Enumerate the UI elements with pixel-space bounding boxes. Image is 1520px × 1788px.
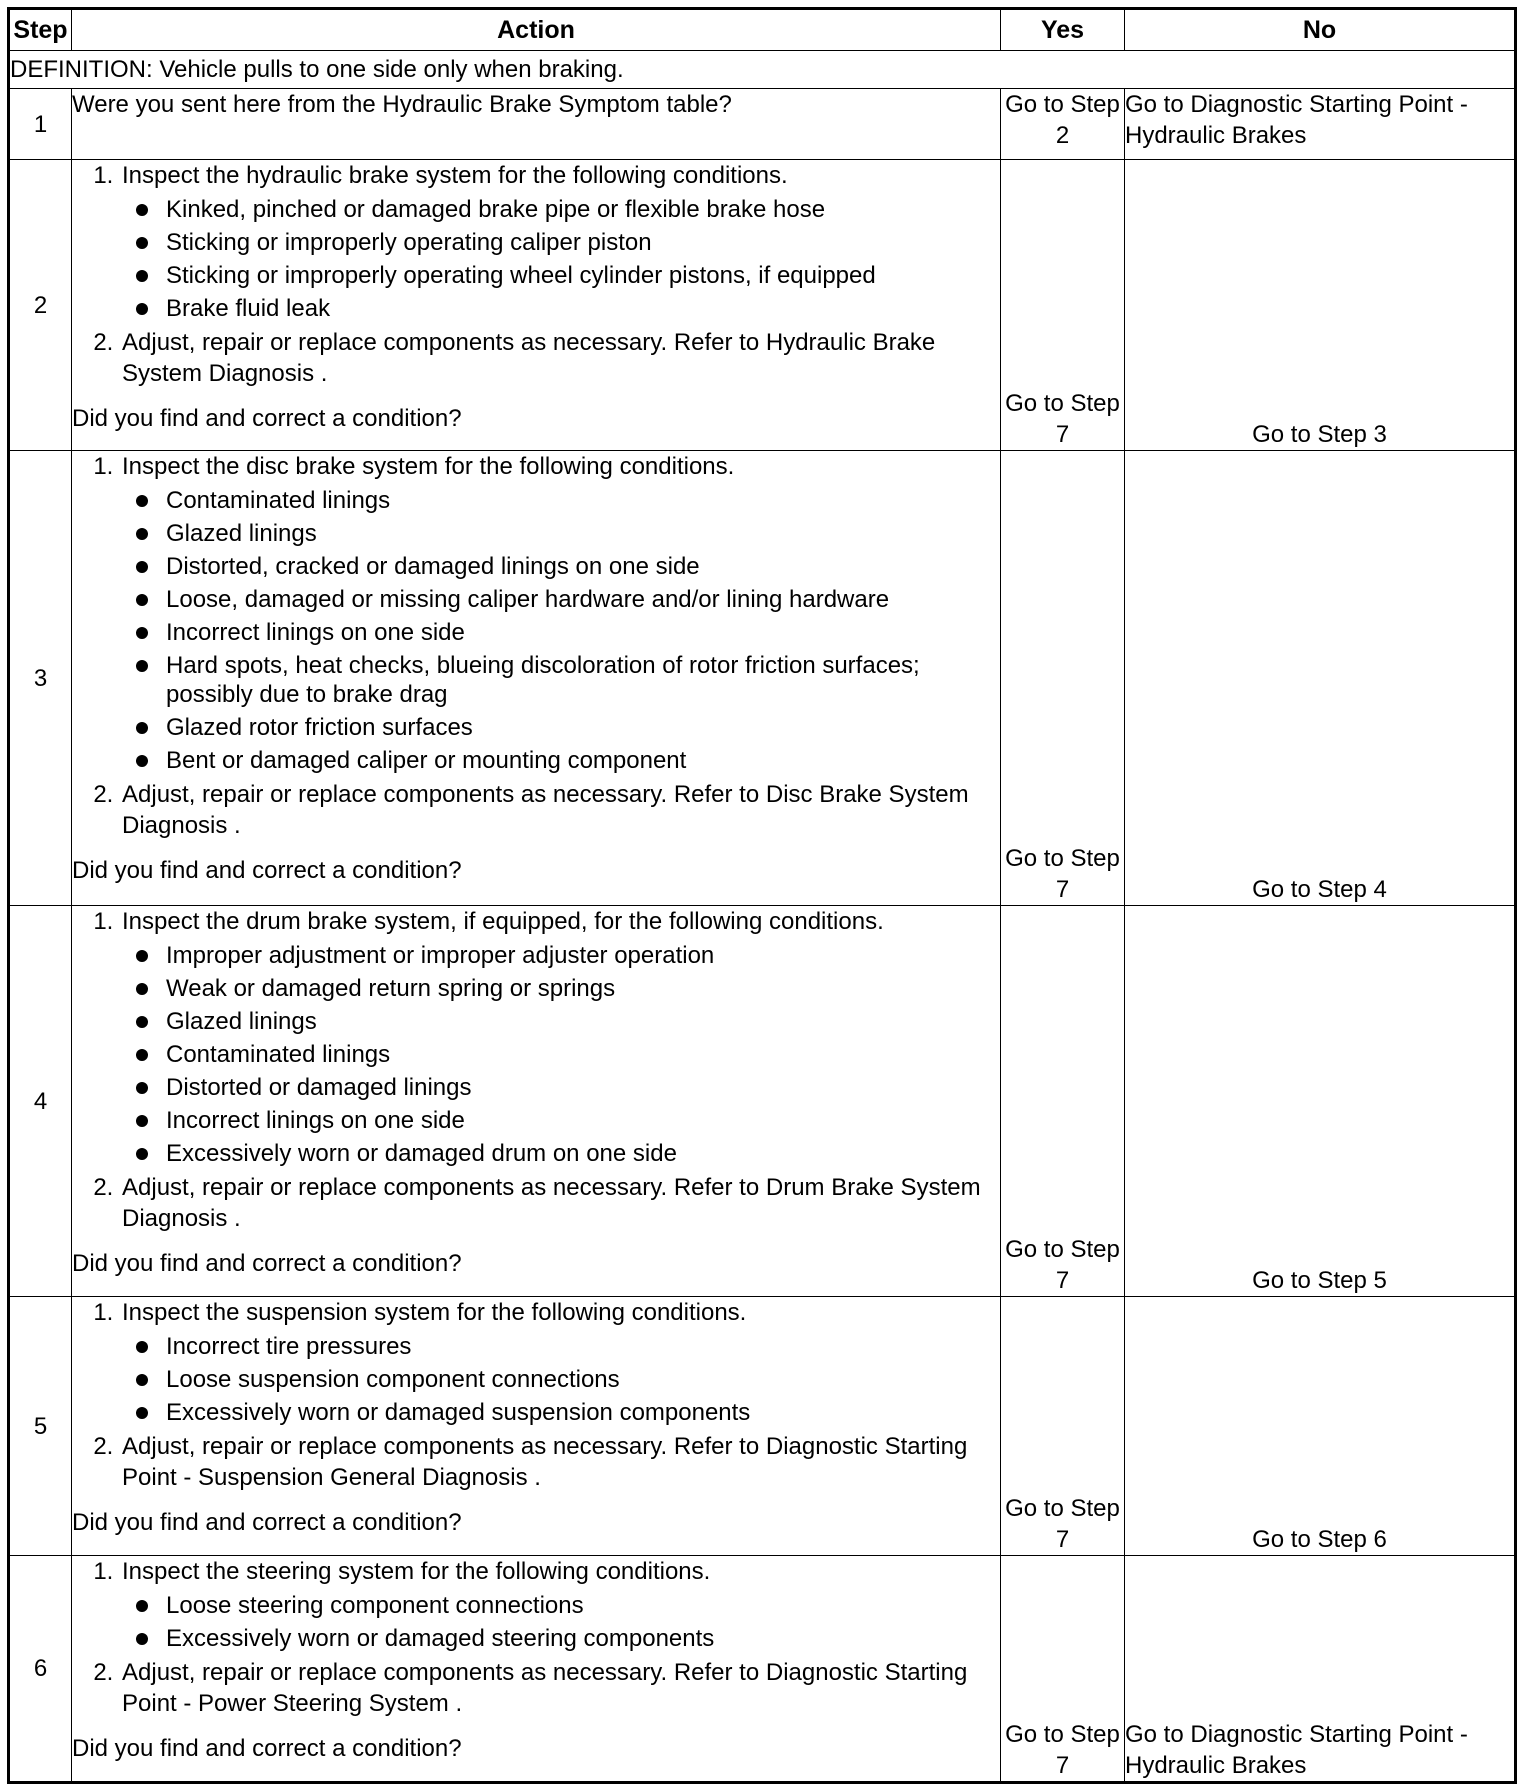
step-number: 6 [9, 1556, 72, 1783]
condition-item: Kinked, pinched or damaged brake pipe or flexible brake hose [166, 193, 1000, 226]
procedure-item [120, 1556, 1000, 1655]
table-row [9, 89, 1516, 160]
no-result: Go to Step 6 [1125, 1297, 1516, 1556]
bullet-icon [136, 755, 148, 767]
condition-item: Excessively worn or damaged steering components [166, 1622, 1000, 1655]
question-text: Did you find and correct a condition? [72, 857, 462, 884]
yes-result: Go to Step 7 [1001, 1556, 1125, 1783]
condition-list [122, 193, 1000, 325]
condition-item: Glazed linings [166, 517, 1000, 550]
condition-item: Incorrect tire pressures [166, 1330, 1000, 1363]
procedure-item: 2. Adjust, repair or replace components as necessary. Refer to Disc Brake System Diagnosis . [120, 779, 1000, 841]
bullet-icon [136, 660, 148, 672]
bullet-icon [136, 1016, 148, 1028]
bullet-icon [136, 237, 148, 249]
definition-text: DEFINITION: Vehicle pulls to one side only when braking. [9, 51, 1516, 89]
bullet-icon [136, 627, 148, 639]
procedure-item: 2. Adjust, repair or replace components as necessary. Refer to Diagnostic Starting Point - Suspension General Diagnosis . [120, 1431, 1000, 1493]
procedure-list [72, 451, 1000, 841]
bullet-icon [136, 1049, 148, 1061]
no-result: Go to Diagnostic Starting Point - Hydraulic Brakes [1125, 1556, 1516, 1783]
header-row [9, 9, 1516, 51]
diagnostic-table [7, 7, 1517, 1784]
question-text: Did you find and correct a condition? [72, 405, 462, 432]
bullet-icon [136, 528, 148, 540]
action-cell [72, 160, 1001, 451]
procedure-item [120, 906, 1000, 1170]
question-text: Did you find and correct a condition? [72, 1735, 462, 1762]
procedure-list [72, 160, 1000, 389]
condition-item: Loose, damaged or missing caliper hardware and/or lining hardware [166, 583, 1000, 616]
procedure-text: Inspect the drum brake system, if equipped, for the following conditions. [122, 908, 884, 935]
procedure-list [72, 906, 1000, 1234]
condition-item: Glazed rotor friction surfaces [166, 711, 1000, 744]
condition-item: Hard spots, heat checks, blueing discoloration of rotor friction surfaces; possibly due to brake drag [166, 649, 1000, 711]
procedure-item: 2. Adjust, repair or replace components as necessary. Refer to Diagnostic Starting Point - Power Steering System . [120, 1657, 1000, 1719]
condition-list [122, 484, 1000, 777]
header-action: Action [72, 9, 1001, 51]
condition-item: Excessively worn or damaged suspension components [166, 1396, 1000, 1429]
bullet-icon [136, 1148, 148, 1160]
procedure-text: Inspect the hydraulic brake system for the following conditions. [122, 162, 788, 189]
table-row [9, 160, 1516, 451]
yes-result: Go to Step 7 [1001, 160, 1125, 451]
no-result: Go to Step 5 [1125, 906, 1516, 1297]
bullet-icon [136, 1600, 148, 1612]
step-number: 2 [9, 160, 72, 451]
condition-item: Brake fluid leak [166, 292, 1000, 325]
header-step: Step [9, 9, 72, 51]
condition-item: Improper adjustment or improper adjuster operation [166, 939, 1000, 972]
no-result: Go to Step 4 [1125, 451, 1516, 906]
step-number: 1 [9, 89, 72, 160]
procedure-text: Inspect the disc brake system for the following conditions. [122, 453, 735, 480]
condition-item: Incorrect linings on one side [166, 616, 1000, 649]
bullet-icon [136, 983, 148, 995]
condition-item: Excessively worn or damaged drum on one side [166, 1137, 1000, 1170]
condition-item: Glazed linings [166, 1005, 1000, 1038]
procedure-list [72, 1556, 1000, 1719]
bullet-icon [136, 495, 148, 507]
yes-result: Go to Step 7 [1001, 451, 1125, 906]
no-result: Go to Step 3 [1125, 160, 1516, 451]
condition-list [122, 1330, 1000, 1429]
condition-item: Contaminated linings [166, 1038, 1000, 1071]
procedure-text: Inspect the suspension system for the following conditions. [122, 1299, 747, 1326]
definition-row [9, 51, 1516, 89]
bullet-icon [136, 204, 148, 216]
bullet-icon [136, 594, 148, 606]
no-result: Go to Diagnostic Starting Point - Hydraulic Brakes [1125, 89, 1516, 160]
header-yes: Yes [1001, 9, 1125, 51]
condition-item: Distorted, cracked or damaged linings on one side [166, 550, 1000, 583]
bullet-icon [136, 1082, 148, 1094]
procedure-list [72, 1297, 1000, 1493]
table-row [9, 1556, 1516, 1783]
question-text: Did you find and correct a condition? [72, 1250, 462, 1277]
condition-list [122, 1589, 1000, 1655]
yes-result: Go to Step 7 [1001, 906, 1125, 1297]
question-text: Did you find and correct a condition? [72, 1509, 462, 1536]
yes-result: Go to Step 7 [1001, 1297, 1125, 1556]
bullet-icon [136, 950, 148, 962]
condition-item: Weak or damaged return spring or springs [166, 972, 1000, 1005]
bullet-icon [136, 722, 148, 734]
condition-item: Sticking or improperly operating wheel cylinder pistons, if equipped [166, 259, 1000, 292]
bullet-icon [136, 1633, 148, 1645]
procedure-item: 2. Adjust, repair or replace components as necessary. Refer to Drum Brake System Diagnosis . [120, 1172, 1000, 1234]
bullet-icon [136, 1407, 148, 1419]
condition-item: Loose suspension component connections [166, 1363, 1000, 1396]
yes-result: Go to Step 2 [1001, 89, 1125, 160]
action-text: Were you sent here from the Hydraulic Brake Symptom table? [72, 89, 1001, 160]
condition-item: Loose steering component connections [166, 1589, 1000, 1622]
condition-item: Sticking or improperly operating caliper piston [166, 226, 1000, 259]
condition-item: Contaminated linings [166, 484, 1000, 517]
condition-item: Bent or damaged caliper or mounting component [166, 744, 1000, 777]
step-number: 5 [9, 1297, 72, 1556]
action-cell [72, 1556, 1001, 1783]
bullet-icon [136, 1341, 148, 1353]
table-row [9, 906, 1516, 1297]
condition-item: Distorted or damaged linings [166, 1071, 1000, 1104]
bullet-icon [136, 270, 148, 282]
procedure-item [120, 451, 1000, 777]
procedure-item: 2. Adjust, repair or replace components as necessary. Refer to Hydraulic Brake System Diagnosis . [120, 327, 1000, 389]
bullet-icon [136, 561, 148, 573]
table-row [9, 1297, 1516, 1556]
step-number: 4 [9, 906, 72, 1297]
procedure-item [120, 160, 1000, 325]
action-cell [72, 906, 1001, 1297]
bullet-icon [136, 1115, 148, 1127]
action-cell [72, 451, 1001, 906]
step-number: 3 [9, 451, 72, 906]
procedure-item [120, 1297, 1000, 1429]
table-row [9, 451, 1516, 906]
action-cell [72, 1297, 1001, 1556]
bullet-icon [136, 303, 148, 315]
bullet-icon [136, 1374, 148, 1386]
header-no: No [1125, 9, 1516, 51]
condition-list [122, 939, 1000, 1170]
condition-item: Incorrect linings on one side [166, 1104, 1000, 1137]
procedure-text: Inspect the steering system for the following conditions. [122, 1558, 711, 1585]
